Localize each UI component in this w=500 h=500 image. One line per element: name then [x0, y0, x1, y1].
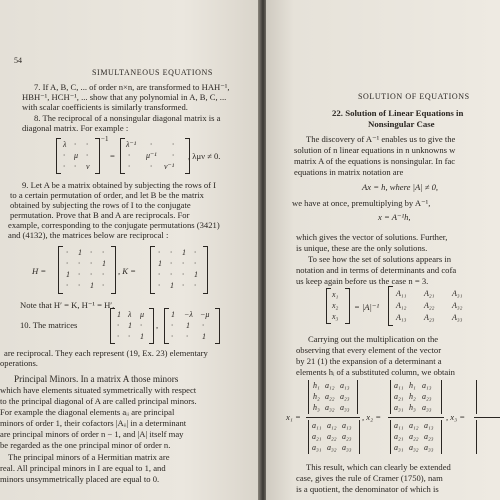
text-line: For example the diagonal elements aᵢᵢ are principal [0, 407, 175, 417]
matrix-h-label: H = [32, 266, 47, 276]
text-line: real. All principal minors in I are equal to 1, and [0, 463, 166, 473]
text-line: This result, which can clearly be extended [306, 462, 451, 472]
text-line: and (4132), the matrices below are reciprocal : [8, 230, 169, 240]
text-line: 9. Let A be a matrix obtained by subjecting the rows of I [22, 180, 217, 190]
text-line: with scalar coefficients is similarly transformed. [22, 102, 188, 112]
matrix-k-label: , K = [118, 266, 136, 276]
section-title: 22. Solution of Linear Equations in [332, 108, 464, 118]
right-page [266, 0, 500, 500]
text-line: matrix A of the equations is nonsingular. In fac [294, 156, 456, 166]
text-line: 8. The reciprocal of a nonsingular diagonal matrix is a [34, 113, 221, 123]
elementary-matrix: 1 λ μ · 1 · · · 1 [110, 308, 154, 344]
inverse-det: = |A|⁻¹ [354, 302, 380, 312]
text-line: which have elements situated symmetrically with respect [0, 385, 197, 395]
text-line: 10. The matrices [20, 320, 78, 330]
text-line: To see how the set of solutions appears in [308, 254, 452, 264]
section-subtitle: Nonsingular Case [368, 119, 435, 129]
text-line: HBH⁻¹, HCH⁻¹, ... show that any polynomial in A, B, C, ... [22, 92, 227, 102]
equation-ax-h: Ax = h, where |A| ≠ 0, [362, 182, 439, 192]
x3-denominator-det [476, 420, 500, 454]
text-line: 7. If A, B, C, ... of order n×n, are transformed to HAH⁻¹, [34, 82, 230, 92]
fraction-bar [306, 417, 360, 418]
text-line: elements hᵢ of a substituted column, we obtain [296, 367, 455, 377]
text-line: be regarded as the one principal minor of order n. [0, 440, 171, 450]
text-line: are principal minors of order n − 1, and |A| itself may [0, 429, 184, 439]
text-line: Carrying out the multiplication on the [308, 334, 439, 344]
text-line: solution of n linear equations in n unknowns w [294, 145, 456, 155]
text-line: to the principal diagonal of A are called principal minors. [0, 396, 197, 406]
left-page: 54 SIMULTANEOUS EQUATIONS 7. If A, B, C, ... of order n×n, are transformed to HAH⁻¹, HBH⁻¹, HCH⁻¹, ... show that any polynomial in A, B, C, ... with scalar coefficients is similarly transformed. 8. The reciprocal of a nonsingular diagonal matrix is a diagonal matrix. For example : λ · · · μ · · · ν −1 = λ⁻¹ · · · μ⁻¹ · · · ν⁻¹ , λμν ≠ 0. 9. Let A be a matrix obtained by subjecting the rows of I to a certain permutation of order, and let B be the matrix obtained by subjecting the rows of I to the conjugate permutation. Prove that B and A are reciprocals. For example, corresponding to the conjugate permutations (3421) and (4132), the matrices below are reciprocal : H = · 1 · · · · · 1 1 · · · · · 1 · , K = · · 1 · 1 · · · · · · 1 · 1 · · Note that H′ = K, H⁻¹ = H′. 10. The matrices 1 λ μ · 1 · · · 1 , 1 −λ −μ · 1 · · · 1 are reciprocal. They each represent (19, Ex. 23) elementary operations. Principal Minors. In a matrix A those minors which have elements situated symmetrically with respect to the principal diagonal of A are called principal minors. For example the diagonal elements aᵢᵢ are principal minors of order 1, their cofactors |Aᵢᵢ| in a determinant are principal minors of order n − 1, and |A| itself may be regarded as the one principal minor of order n. The principal minors of a Hermitian matrix are real. All principal minors in I are equal to 1, and minors unsymmetrically placed are equal to 0. [0, 0, 262, 500]
principal-minors-para: Principal Minors. In a matrix A those minors [14, 374, 179, 384]
text-line: operations. [0, 358, 38, 368]
x-vector: x₁ x₂ x₃ [326, 288, 350, 324]
x3-label: , x₃ = [446, 412, 466, 422]
page-number: 54 [14, 56, 22, 65]
text-line: us keep again before us the case n = 3. [296, 276, 429, 286]
text-line: Note that H′ = K, H⁻¹ = H′. [20, 300, 115, 310]
text-line: is a quotient, the denominator of which is [296, 484, 439, 494]
x2-label: , x₂ = [362, 412, 382, 422]
text-line: to a certain permutation of order, and let B be the matrix [10, 190, 204, 200]
x1-denominator-det: a₁₁ a₁₂ a₁₃ a₂₁ a₂₂ a₂₃ a₃₁ a₃₂ a₃₃ [308, 420, 360, 454]
text-line: notation and in terms of determinants and cofa [296, 265, 457, 275]
x2-numerator-det: a₁₁ h₁ a₁₃ a₂₁ h₂ a₂₃ a₃₁ h₃ a₃₃ [390, 380, 442, 414]
text-line: permutation. Prove that B and A are reciprocals. For [10, 210, 190, 220]
x3-numerator-det [476, 380, 500, 414]
text-line: equations in matrix notation are [294, 167, 404, 177]
x1-label: x₁ = [286, 412, 301, 422]
text-line: we have at once, premultiplying by A⁻¹, [292, 198, 431, 208]
diagonal-matrix-inverse: λ⁻¹ · · · μ⁻¹ · · · ν⁻¹ [120, 138, 190, 174]
fraction-bar [388, 417, 444, 418]
diagonal-matrix: λ · · · μ · · · ν [56, 138, 100, 174]
running-head: SOLUTION OF EQUATIONS [358, 92, 470, 101]
equation-x: x = A⁻¹h, [378, 212, 411, 222]
text-line: observing that every element of the vector [296, 345, 442, 355]
text-line: are reciprocal. They each represent (19, Ex. 23) elementary [4, 348, 208, 358]
text-line: which gives the vector of solutions. Further, [296, 232, 448, 242]
text-line: is unique, these are the only solutions. [296, 243, 428, 253]
diag-condition: , λμν ≠ 0. [188, 151, 221, 161]
matrix-k: · · 1 · 1 · · · · · · 1 · 1 · · [150, 246, 208, 294]
fraction-bar [474, 417, 500, 418]
text-line: by 21 (1) the expansion of a determinant a [296, 356, 442, 366]
text-line: The principal minors of a Hermitian matrix are [8, 452, 170, 462]
running-head: SIMULTANEOUS EQUATIONS [92, 68, 213, 77]
text-line: minors of order 1, their cofactors |Aᵢᵢ| in a determinant [0, 418, 187, 428]
text-line: obtained by subjecting the rows of I to the conjugate [10, 200, 191, 210]
x1-numerator-det: h₁ a₁₂ a₁₃ h₂ a₂₂ a₂₃ h₃ a₃₂ a₃₃ [308, 380, 358, 414]
cofactor-matrix: A₁₁ A₂₁ A₃₁ A₁₂ A₂₂ A₃₂ A₁₃ A₂₃ A₃₃ [388, 286, 500, 326]
text-line: diagonal matrix. For example : [22, 123, 129, 133]
elementary-matrix-inverse: 1 −λ −μ · 1 · · · 1 [164, 308, 220, 344]
x2-denominator-det: a₁₁ a₁₂ a₁₃ a₂₁ a₂₂ a₂₃ a₃₁ a₃₂ a₃₃ [390, 420, 442, 454]
text-line: minors unsymmetrically placed are equal to 0. [0, 474, 160, 484]
text-line: case, gives the rule of Cramer (1750), nam [296, 473, 443, 483]
text-line: example, corresponding to the conjugate permutations (3421) [8, 220, 220, 230]
matrix-h: · 1 · · · · · 1 1 · · · · · 1 · [58, 246, 116, 294]
text-line: The discovery of A⁻¹ enables us to give the [306, 134, 456, 144]
